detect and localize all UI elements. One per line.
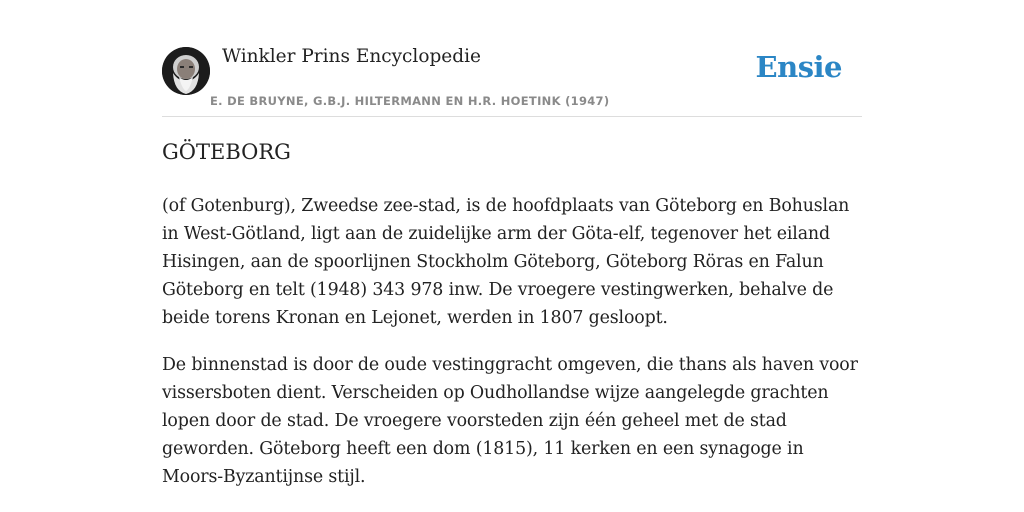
author-avatar[interactable] — [162, 47, 210, 95]
source-title[interactable]: Winkler Prins Encyclopedie — [222, 46, 481, 67]
article-paragraph: De binnenstad is door de oude vestinggracht omgeven, die thans als haven voor vissersboten dient. Verscheiden op Oudhollandse wijze aangelegde grachten lopen door de stad. De vroegere voorsteden zijn één geheel met de stad geworden. Göteborg heeft een dom (1815), 11 kerken en een synagoge in Moors-Byzantijnse stijl. — [162, 355, 858, 487]
source-header — [162, 0, 862, 117]
article-headword: GÖTEBORG — [162, 140, 291, 164]
article-paragraph: (of Gotenburg), Zweedse zee-stad, is de hoofdplaats van Göteborg en Bohuslan in West-Götland, ligt aan de zuidelijke arm der Göta-elf, tegenover het eiland Hisingen, aan de spoorlijnen Stockholm Göteborg, Göteborg Röras en Falun Göteborg en telt (1948) 343 978 inw. De vroegere vestingwerken, behalve de beide torens Kronan en Lejonet, werden in 1807 gesloopt. — [162, 196, 850, 328]
portrait-icon — [162, 47, 210, 95]
ensie-logo[interactable]: Ensie — [755, 50, 842, 84]
article-page — [162, 0, 862, 487]
source-authors: E. DE BRUYNE, G.B.J. HILTERMANN EN H.R. HOETINK (1947) — [210, 94, 610, 108]
